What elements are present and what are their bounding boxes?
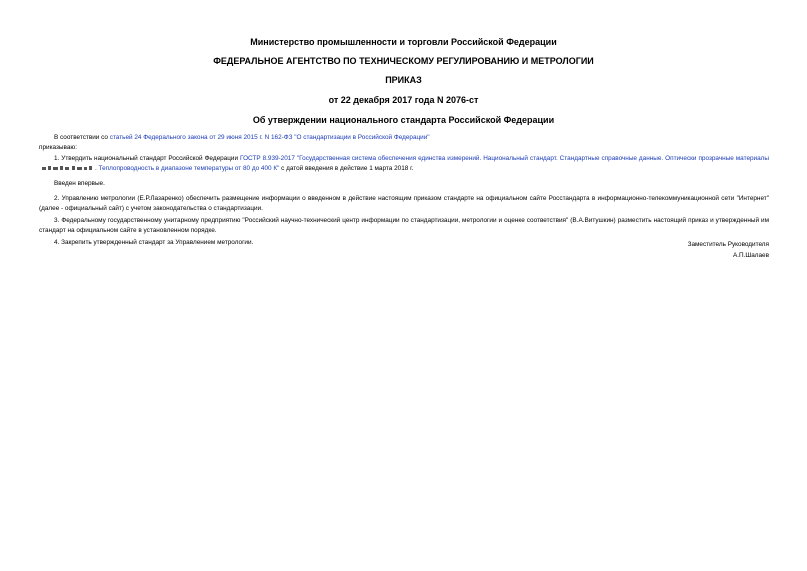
- document-type-heading: ПРИКАЗ: [385, 75, 422, 85]
- ministry-heading: Министерство промышленности и торговли Российской Федерации: [250, 37, 557, 47]
- agency-heading: ФЕДЕРАЛЬНОЕ АГЕНТСТВО ПО ТЕХНИЧЕСКОМУ РЕГУЛИРОВАНИЮ И МЕТРОЛОГИИ: [213, 56, 594, 66]
- order-word: приказываю:: [39, 144, 77, 151]
- item-3-paragraph: 3. Федеральному государственному унитарному предприятию "Российский научно-технический центр информации по стандартизации, метрологии и оценке соответствия" (В.А.Витушкин) разместить настоящий приказ и утвержденный им стандарт на официальном сайте в установленном порядке.: [39, 217, 769, 234]
- document-body: [39, 133, 769, 248]
- item-2-paragraph: 2. Управлению метрологии (Е.Р.Лазаренко) обеспечить размещение информации о введенном в действие настоящим приказом стандарте на официальном сайте Росстандарта в информационно-телекоммуникационной сети "Интернет" (далее - официальный сайт) с учетом законодательства о стандартизации.: [39, 195, 769, 212]
- item-1-date: с датой введения в действие 1 марта 2018 г.: [279, 165, 414, 172]
- item-1-paragraph: [39, 154, 769, 174]
- law-link[interactable]: статьей 24 Федерального закона от 29 июня 2015 г. N 162-ФЗ "О стандартизации в Российской Федерации": [109, 134, 430, 141]
- standard-link[interactable]: ГОСТР 8.939-2017 "Государственная система обеспечения единства измерений. Национальный стандарт. Стандартные справочные данные. Оптически прозрачные материалы: [239, 155, 770, 162]
- subject-heading: Об утверждении национального стандарта Российской Федерации: [252, 115, 555, 125]
- signatory-position: Заместитель Руководителя: [687, 241, 769, 248]
- date-number-heading: от 22 декабря 2017 года N 2076-ст: [328, 95, 479, 105]
- preamble-text: В соответствии со: [54, 134, 110, 141]
- signature-block: [688, 239, 769, 261]
- formula-image: [41, 165, 93, 171]
- first-time-note: Введен впервые.: [54, 180, 105, 187]
- preamble-paragraph: [39, 133, 769, 143]
- item-4-paragraph: 4. Закрепить утвержденный стандарт за Управлением метрологии.: [54, 239, 254, 246]
- item-1-text: 1. Утвердить национальный стандарт Российской Федерации: [54, 155, 240, 162]
- signatory-name: А.П.Шалаев: [732, 252, 769, 259]
- standard-link-tail[interactable]: . Теплопроводность в диапазоне температуры от 80 до 400 К": [95, 165, 280, 172]
